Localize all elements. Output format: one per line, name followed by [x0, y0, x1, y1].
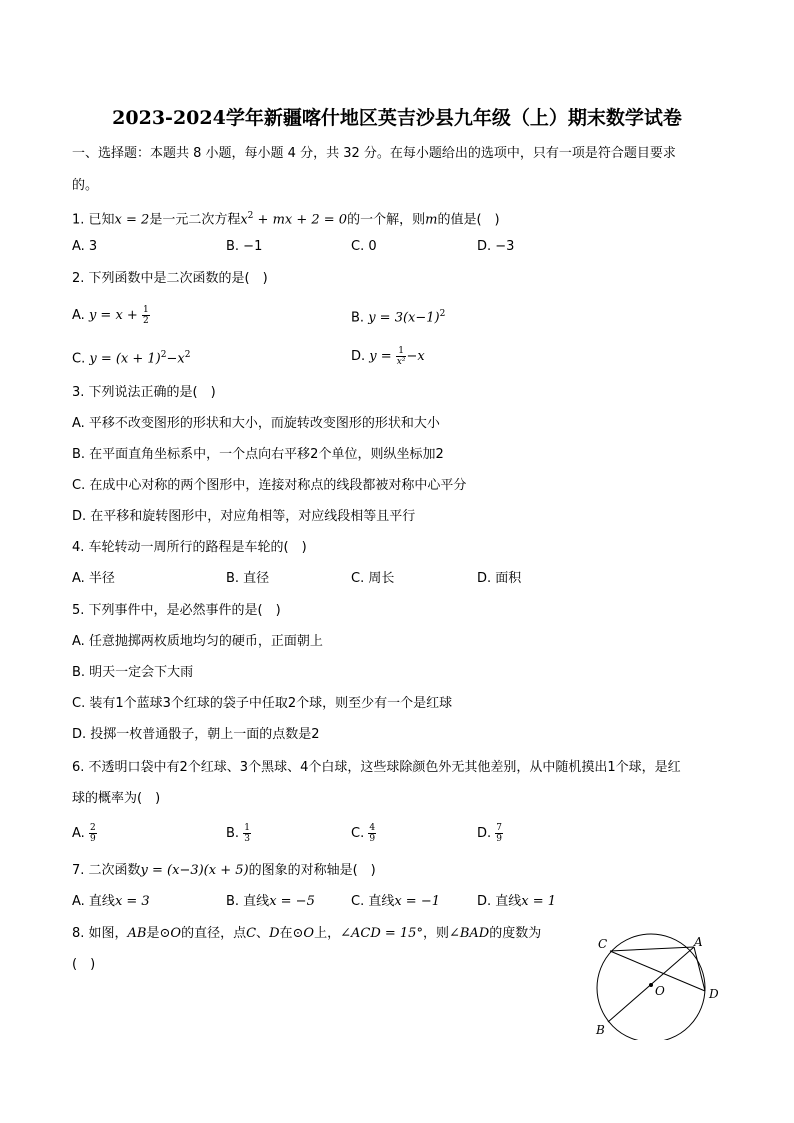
label-c: C — [598, 937, 608, 951]
question-4-option-a: A. 半径 — [72, 571, 115, 586]
question-1-option-a: A. 3 — [72, 239, 98, 254]
question-5-option-b: B. 明天一定会下大雨 — [72, 665, 194, 680]
question-5-stem: 5. 下列事件中，是必然事件的是( ) — [72, 603, 281, 618]
segment-ca — [610, 947, 694, 951]
question-7-stem: 7. 二次函数y = (x−3)(x + 5)的图象的对称轴是( ) — [72, 863, 376, 878]
question-7-option-a: A. 直线x = 3 — [72, 894, 150, 909]
question-6-option-a: A. $\frac{2}{9}$ — [72, 823, 96, 844]
question-1-option-b: B. −1 — [226, 239, 263, 254]
question-1-option-d: D. −3 — [477, 239, 515, 254]
question-6-stem-line1: 6. 不透明口袋中有2个红球、3个黑球、4个白球，这些球除颜色外无其他差别，从中随机摸出1个球，是红 — [72, 760, 681, 775]
center-point-o — [649, 983, 653, 987]
question-3-option-b: B. 在平面直角坐标系中，一个点向右平移2个单位，则纵坐标加2 — [72, 447, 444, 462]
question-8-stem-line2: ( ) — [72, 957, 96, 972]
question-3-option-d: D. 在平移和旋转图形中，对应角相等，对应线段相等且平行 — [72, 509, 416, 524]
question-5-option-a: A. 任意抛掷两枚质地均匀的硬币，正面朝上 — [72, 634, 323, 649]
section-header-line1: 一、选择题：本题共 8 小题，每小题 4 分，共 32 分。在每小题给出的选项中，只有一项是符合题目要求 — [72, 146, 676, 161]
label-b: B — [596, 1023, 605, 1037]
question-1-option-c: C. 0 — [351, 239, 377, 254]
question-6-option-d: D. $\frac{7}{9}$ — [477, 823, 503, 844]
question-3-stem: 3. 下列说法正确的是( ) — [72, 385, 216, 400]
question-2-option-b: B. $y = 3(x-1)^2$ — [351, 309, 446, 326]
label-o: O — [655, 984, 665, 998]
question-7-option-d: D. 直线x = 1 — [477, 894, 557, 909]
question-6-stem-line2: 球的概率为( ) — [72, 791, 161, 806]
question-4-option-b: B. 直径 — [226, 571, 270, 586]
section-header-line2: 的。 — [72, 178, 99, 193]
question-6-option-b: B. $\frac{1}{3}$ — [226, 823, 250, 844]
question-4-option-c: C. 周长 — [351, 571, 395, 586]
question-5-option-d: D. 投掷一枚普通骰子，朝上一面的点数是2 — [72, 727, 320, 742]
page-title: 2023-2024学年新疆喀什地区英吉沙县九年级（上）期末数学试卷 — [112, 107, 682, 129]
circle-diagram — [588, 928, 728, 1040]
label-a: A — [694, 935, 703, 949]
question-2-option-d: D. y = $\frac{1}{\text{x²}}$ −x — [351, 346, 425, 367]
question-3-option-a: A. 平移不改变图形的形状和大小，而旋转改变图形的形状和大小 — [72, 416, 440, 431]
question-4-stem: 4. 车轮转动一周所行的路程是车轮的( ) — [72, 540, 307, 555]
question-7-option-c: C. 直线x = −1 — [351, 894, 440, 909]
question-4-option-d: D. 面积 — [477, 571, 522, 586]
question-3-option-c: C. 在成中心对称的两个图形中，连接对称点的线段都被对称中心平分 — [72, 478, 467, 493]
label-d: D — [709, 987, 719, 1001]
question-8-stem: 8. 如图，AB是⊙O的直径，点C、D在⊙O上，∠ACD = 15°，则∠BAD的度数为 — [72, 926, 542, 941]
question-5-option-c: C. 装有1个蓝球3个红球的袋子中任取2个球，则至少有一个是红球 — [72, 696, 453, 711]
question-2-stem: 2. 下列函数中是二次函数的是( ) — [72, 271, 268, 286]
question-2-option-c: C. $y = (x + 1)^2-x^2$ — [72, 350, 191, 367]
question-7-option-b: B. 直线x = −5 — [226, 894, 315, 909]
segment-ad — [694, 947, 705, 991]
question-6-option-c: C. $\frac{4}{9}$ — [351, 823, 376, 844]
question-1-stem: 1. 已知x = 2是一元二次方程$x^2$ + mx + 2 = 0的一个解，则m的值是( ) — [72, 211, 500, 228]
question-2-option-a: A. y = x + $\frac{1}{2}$ — [72, 305, 149, 326]
